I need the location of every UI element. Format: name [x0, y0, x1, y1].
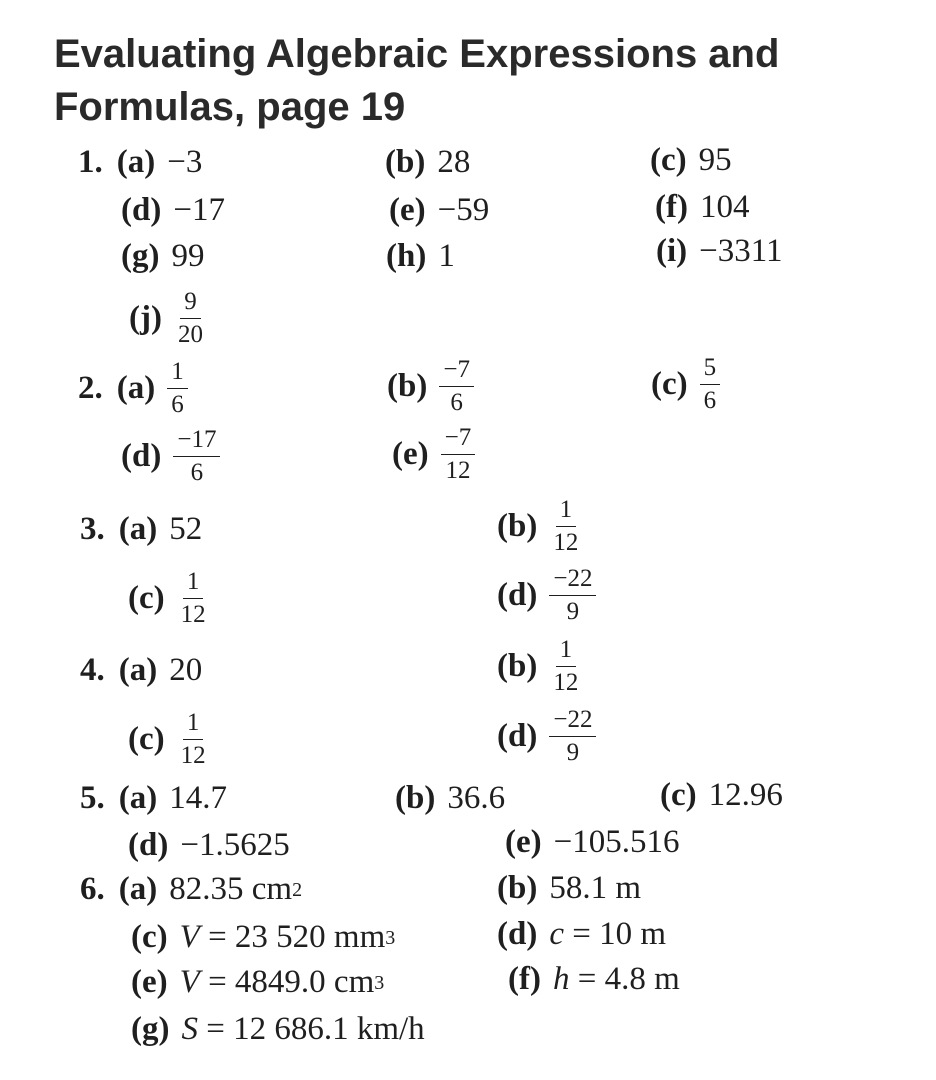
- part-label: (e): [505, 824, 542, 860]
- answer-3a: [80, 513, 202, 546]
- part-label: (c): [128, 721, 165, 757]
- answer-1a: [78, 146, 202, 179]
- denominator: 6: [450, 389, 463, 416]
- answer-6d: [497, 918, 666, 951]
- fraction: [549, 636, 582, 697]
- denominator: 9: [566, 739, 580, 766]
- variable: h: [552, 961, 570, 997]
- answer-value: −17: [173, 192, 225, 228]
- denominator: 12: [553, 669, 579, 696]
- part-label: (c): [128, 580, 165, 616]
- answer-value: = 23 520 mm: [199, 919, 386, 955]
- fraction: [177, 709, 210, 770]
- answer-2d: [121, 426, 220, 487]
- answer-2b: [387, 356, 474, 417]
- answer-1b: [385, 146, 470, 179]
- answer-6f: [508, 963, 680, 996]
- answer-value: 12.96: [708, 777, 783, 813]
- part-label: (i): [656, 233, 688, 269]
- numerator: 1: [183, 568, 204, 599]
- denominator: 6: [703, 387, 717, 414]
- problem-number: 1.: [78, 144, 103, 180]
- variable: V: [179, 964, 200, 1000]
- answer-3c: [128, 568, 210, 629]
- part-label: (f): [655, 189, 688, 225]
- numerator: −22: [549, 706, 596, 737]
- fraction: [173, 426, 220, 487]
- answer-2e: [392, 424, 475, 485]
- fraction: [549, 496, 582, 557]
- answer-value: = 4.8 m: [569, 961, 680, 997]
- part-label: (d): [497, 718, 538, 754]
- page-title: [54, 28, 914, 134]
- denominator: 12: [180, 601, 206, 628]
- answer-value: 58.1 m: [549, 870, 642, 906]
- problem-number: 3.: [80, 511, 105, 547]
- part-label: (a): [118, 871, 158, 907]
- variable: S: [181, 1011, 198, 1047]
- part-label: (b): [395, 780, 436, 816]
- numerator: −7: [441, 424, 476, 455]
- part-label: (a): [116, 144, 156, 180]
- answer-6g: [131, 1013, 425, 1046]
- answer-6e: (e) V = 4849.0 cm 3: [131, 964, 385, 1000]
- part-label: (a): [118, 652, 158, 688]
- answer-value: −3311: [699, 233, 783, 269]
- answer-value: = 12 686.1 km/h: [197, 1011, 425, 1047]
- part-label: (h): [386, 238, 427, 274]
- numerator: 1: [556, 636, 577, 667]
- numerator: 9: [180, 288, 201, 319]
- part-label: (d): [121, 438, 162, 474]
- numerator: −22: [549, 565, 596, 596]
- answer-value: −1.5625: [180, 827, 290, 863]
- part-label: (d): [128, 827, 169, 863]
- answer-3d: [497, 565, 596, 626]
- variable: V: [179, 919, 200, 955]
- title-line-2: Formulas, page 19: [54, 85, 406, 129]
- fraction: [177, 568, 210, 629]
- answer-1h: [386, 240, 455, 273]
- answer-5d: [128, 829, 290, 862]
- answer-value: 82.35 cm: [169, 871, 293, 907]
- answer-5a: [80, 782, 227, 815]
- answer-5b: [395, 782, 505, 815]
- answer-1i: [656, 235, 783, 268]
- answer-1j: [129, 288, 207, 349]
- part-label: (c): [660, 777, 697, 813]
- numerator: 1: [183, 709, 204, 740]
- answer-value: 20: [169, 652, 203, 688]
- answer-value: 28: [437, 144, 471, 180]
- answer-value: 104: [699, 189, 750, 225]
- fraction: [549, 565, 596, 626]
- denominator: 9: [566, 598, 580, 625]
- denominator: 12: [180, 742, 206, 769]
- denominator: 20: [177, 321, 203, 348]
- part-label: (b): [497, 648, 538, 684]
- part-label: (f): [508, 961, 541, 997]
- answer-5e: [505, 826, 680, 859]
- part-label: (d): [497, 916, 538, 952]
- denominator: 12: [553, 529, 579, 556]
- title-line-1: Evaluating Algebraic Expressions and: [54, 32, 780, 76]
- answer-value: 14.7: [169, 780, 227, 816]
- part-label: (b): [497, 870, 538, 906]
- answer-value: = 10 m: [564, 916, 667, 952]
- part-label: (g): [131, 1011, 170, 1047]
- answer-value: = 4849.0 cm: [199, 964, 375, 1000]
- numerator: −7: [439, 356, 474, 387]
- answer-4b: [497, 636, 582, 697]
- part-label: (a): [116, 370, 156, 406]
- answer-1g: [121, 240, 204, 273]
- part-label: (e): [392, 436, 429, 472]
- part-label: (b): [387, 368, 428, 404]
- part-label: (b): [385, 144, 426, 180]
- part-label: (e): [131, 964, 168, 1000]
- answer-value: −59: [437, 192, 490, 228]
- fraction: [439, 356, 474, 417]
- numerator: 1: [556, 496, 577, 527]
- fraction: [174, 288, 207, 349]
- answer-1c: [650, 144, 732, 177]
- fraction: [167, 358, 188, 419]
- denominator: 6: [171, 391, 184, 418]
- answer-6c: (c) V = 23 520 mm 3: [131, 919, 396, 955]
- part-label: (a): [118, 511, 158, 547]
- part-label: (d): [121, 192, 162, 228]
- numerator: 5: [700, 354, 721, 385]
- answer-2a: [78, 358, 188, 419]
- answer-value: −3: [167, 144, 203, 180]
- answer-6a: 6. (a) 82.35 cm 2: [80, 871, 303, 907]
- answer-value: 1: [438, 238, 455, 274]
- part-label: (g): [121, 238, 160, 274]
- part-label: (j): [129, 300, 162, 336]
- part-label: (c): [650, 142, 687, 178]
- variable: c: [549, 916, 564, 952]
- problem-number: 4.: [80, 652, 105, 688]
- answer-1d: [121, 194, 225, 227]
- answer-4a: [80, 654, 202, 687]
- fraction: [700, 354, 721, 415]
- numerator: −17: [173, 426, 220, 457]
- denominator: 12: [445, 457, 471, 484]
- part-label: (c): [651, 366, 688, 402]
- answer-3b: [497, 496, 582, 557]
- answer-value: −105.516: [553, 824, 680, 860]
- part-label: (b): [497, 508, 538, 544]
- problem-number: 5.: [80, 780, 105, 816]
- part-label: (c): [131, 919, 168, 955]
- answer-4c: [128, 709, 210, 770]
- answer-2c: [651, 354, 720, 415]
- fraction: [549, 706, 596, 767]
- problem-number: 2.: [78, 370, 103, 406]
- answer-value: 52: [169, 511, 203, 547]
- fraction: [441, 424, 476, 485]
- answer-5c: [660, 779, 783, 812]
- answer-1e: [389, 194, 489, 227]
- denominator: 6: [190, 459, 204, 486]
- part-label: (e): [389, 192, 426, 228]
- answer-value: 95: [698, 142, 732, 178]
- part-label: (d): [497, 577, 538, 613]
- problem-number: 6.: [80, 871, 105, 907]
- part-label: (a): [118, 780, 158, 816]
- numerator: 1: [167, 358, 188, 389]
- answer-6b: [497, 872, 641, 905]
- answer-1f: [655, 191, 749, 224]
- answer-value: 36.6: [447, 780, 506, 816]
- answer-4d: [497, 706, 596, 767]
- answer-value: 99: [171, 238, 205, 274]
